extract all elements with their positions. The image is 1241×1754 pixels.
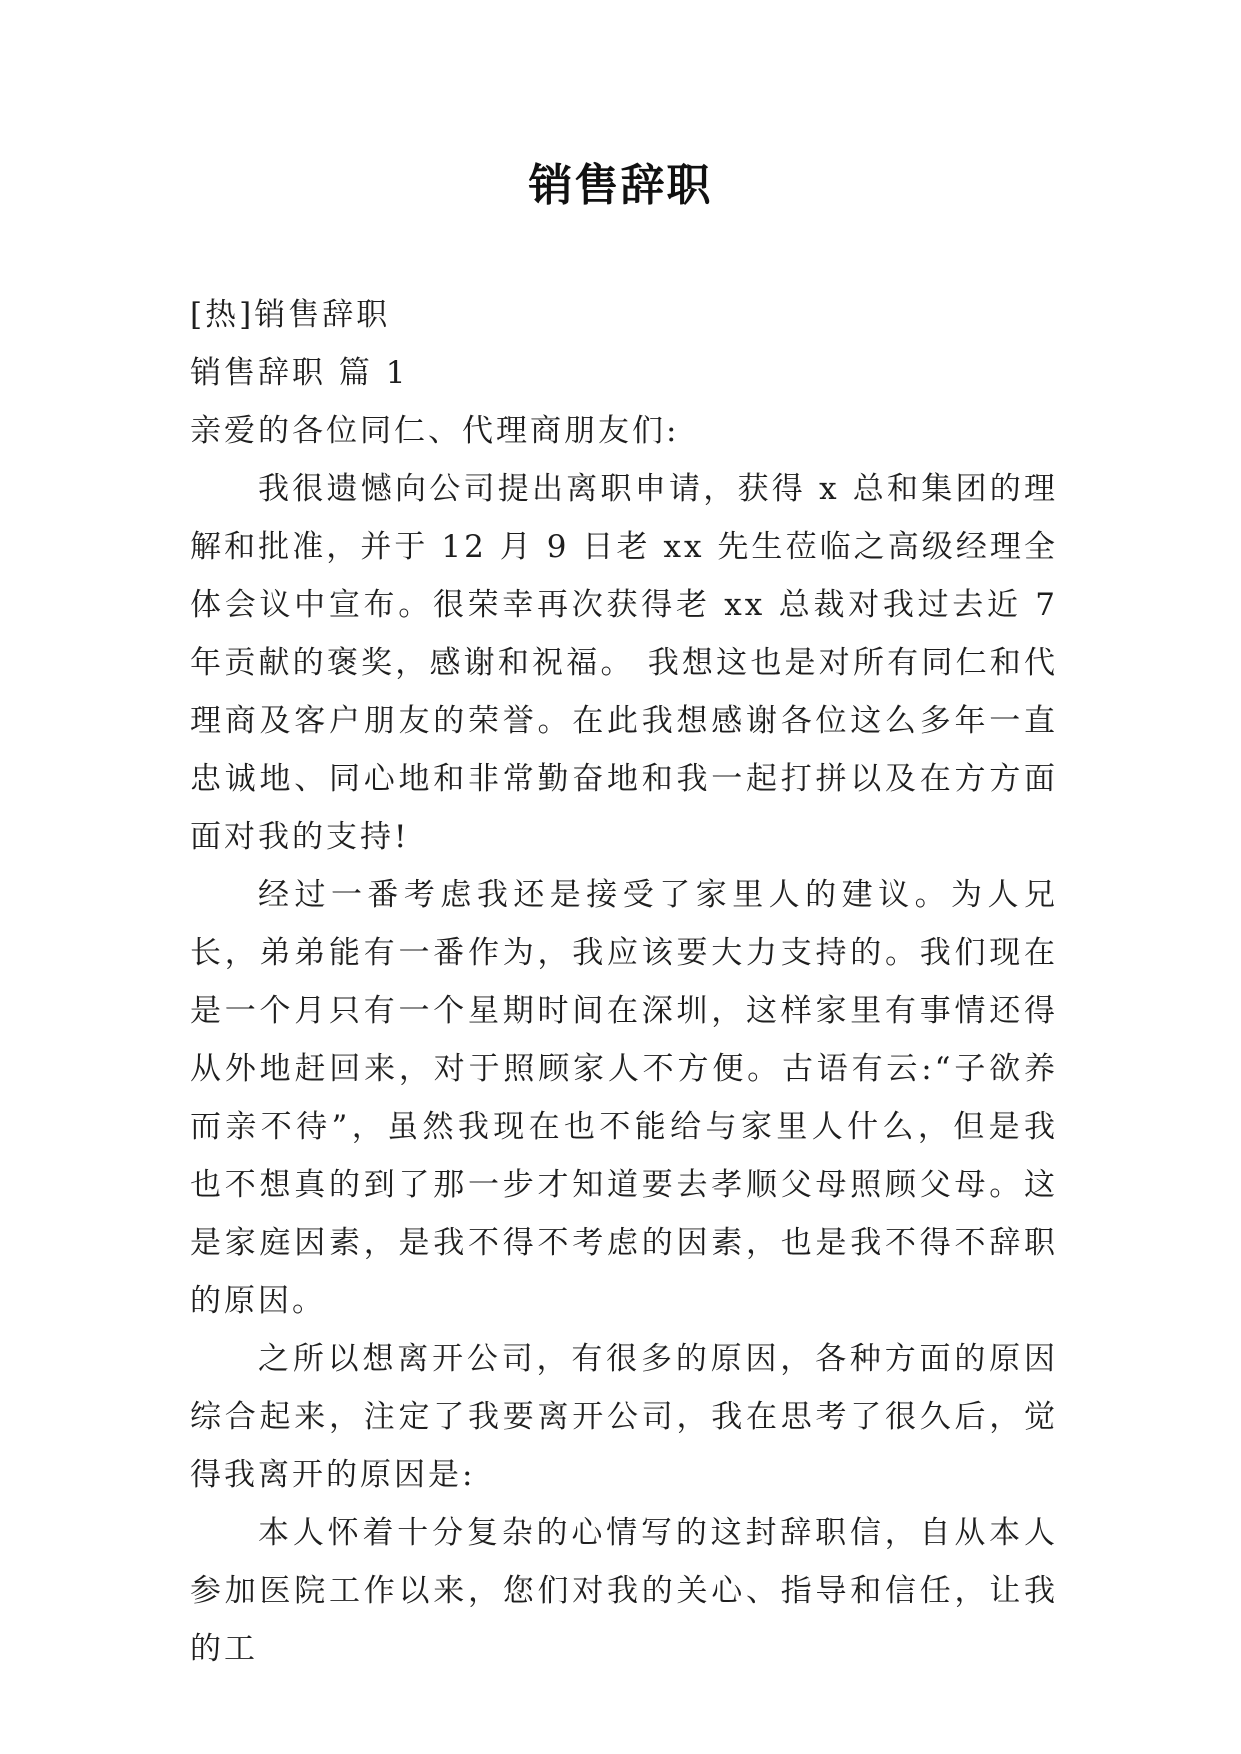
body-paragraph: 之所以想离开公司，有很多的原因，各种方面的原因综合起来，注定了我要离开公司，我在思考了很久后，觉得我离开的原因是:	[190, 1341, 1058, 1493]
document-title: 销售辞职	[528, 160, 713, 211]
salutation: 亲爱的各位同仁、代理商朋友们:	[190, 413, 680, 449]
document-body	[190, 286, 1058, 1678]
body-paragraph: 经过一番考虑我还是接受了家里人的建议。为人兄长，弟弟能有一番作为，我应该要大力支持的。我们现在是一个月只有一个星期时间在深圳，这样家里有事情还得从外地赶回来，对于照顾家人不方便。古语有云:“子欲养而亲不待”，虽然我现在也不能给与家里人什么，但是我也不想真的到了那一步才知道要去孝顺父母照顾父母。这是家庭因素，是我不得不考虑的因素，也是我不得不辞职的原因。	[190, 877, 1058, 1319]
tag-line: [热]销售辞职	[190, 297, 391, 333]
body-paragraph: 本人怀着十分复杂的心情写的这封辞职信，自从本人参加医院工作以来，您们对我的关心、指导和信任，让我的工	[190, 1515, 1058, 1667]
section-heading: 销售辞职 篇 1	[190, 355, 409, 391]
body-paragraph: 我很遗憾向公司提出离职申请，获得 x 总和集团的理解和批准，并于 12 月 9 日老 xx 先生莅临之高级经理全体会议中宣布。很荣幸再次获得老 xx 总裁对我过去近 7 年贡献的褒奖，感谢和祝福。 我想这也是对所有同仁和代理商及客户朋友的荣誉。在此我想感谢各位这么多年一直忠诚地、同心地和非常勤奋地和我一起打拼以及在方方面面对我的支持!	[190, 471, 1058, 855]
